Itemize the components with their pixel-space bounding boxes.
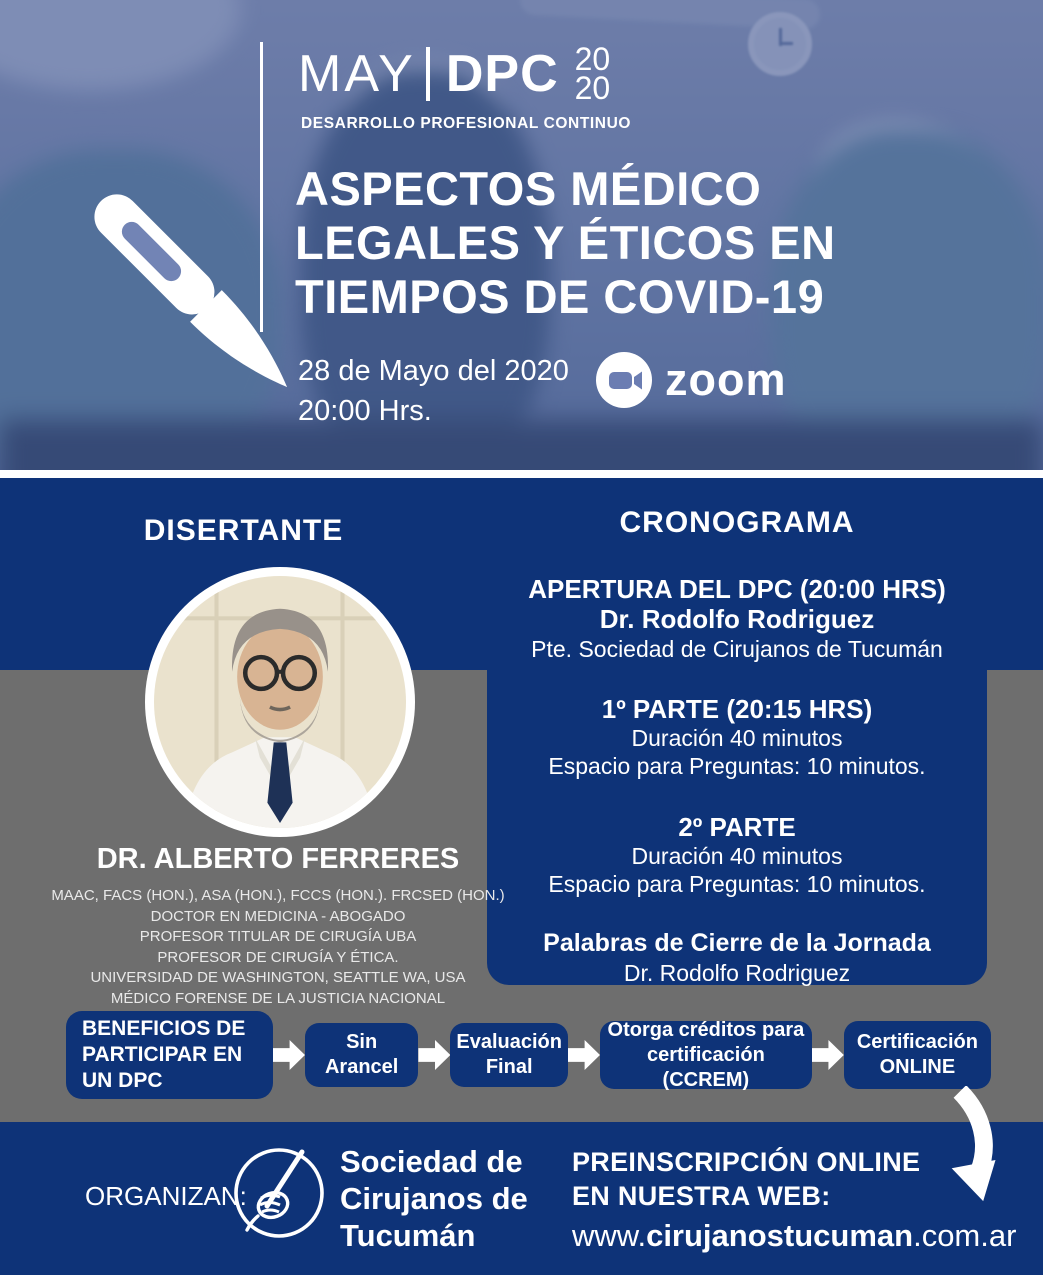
credential-line: MÉDICO FORENSE DE LA JUSTICIA NACIONAL — [110, 989, 446, 1007]
hero-section — [0, 0, 1043, 470]
title-line-2: LEGALES Y ÉTICOS EN — [295, 216, 836, 269]
schedule-item-title: Palabras de Cierre de la Jornada — [543, 929, 931, 957]
schedule-item-title: 2º PARTE — [678, 812, 796, 842]
schedule-item — [487, 812, 987, 898]
speaker-photo — [145, 567, 415, 837]
event-date: 28 de Mayo del 2020 — [298, 355, 569, 387]
cta-line-1: PREINSCRIPCIÓN ONLINE — [572, 1147, 921, 1177]
year-bottom: 20 — [574, 70, 611, 106]
dpc-logo — [298, 41, 611, 106]
schedule-section-title: CRONOGRAMA — [619, 506, 855, 539]
benefit-step: Otorga créditos para certificación (CCREM) — [600, 1021, 812, 1089]
brand-separator — [426, 47, 430, 101]
society-name — [340, 1143, 528, 1254]
schedule-item-questions: Espacio para Preguntas: 10 minutos. — [548, 871, 926, 897]
society-name-line: Sociedad de — [340, 1144, 523, 1179]
website-url[interactable] — [572, 1218, 1016, 1254]
right-arrow-icon — [568, 1040, 600, 1070]
schedule-item-title: APERTURA DEL DPC (20:00 HRS) — [528, 574, 946, 604]
schedule-panel — [487, 478, 987, 985]
right-arrow-icon — [418, 1040, 450, 1070]
speaker-section-title: DISERTANTE — [143, 514, 344, 547]
year-top: 20 — [574, 41, 611, 77]
zoom-camera-icon — [596, 352, 652, 408]
schedule-item-speaker: Dr. Rodolfo Rodriguez — [623, 960, 851, 986]
schedule-item — [487, 694, 987, 780]
zoom-logo — [596, 352, 787, 408]
organizers-label: ORGANIZAN: — [85, 1181, 247, 1211]
url-suffix: .com.ar — [913, 1218, 1017, 1253]
url-prefix: www. — [572, 1218, 647, 1253]
brand-program: DPC — [445, 45, 559, 103]
benefit-step: Evaluación Final — [450, 1023, 568, 1087]
schedule-item-title: 1º PARTE (20:15 HRS) — [601, 694, 873, 724]
credential-line: PROFESOR DE CIRUGÍA Y ÉTICA. — [157, 948, 399, 966]
event-title — [295, 162, 836, 324]
schedule-item-questions: Espacio para Preguntas: 10 minutos. — [548, 753, 926, 779]
society-name-line: Tucumán — [340, 1218, 476, 1253]
preregistration-cta — [572, 1145, 920, 1213]
right-arrow-icon — [273, 1040, 305, 1070]
credential-line: PROFESOR TITULAR DE CIRUGÍA UBA — [139, 928, 417, 945]
title-line-3: TIEMPOS DE COVID-19 — [295, 270, 825, 323]
schedule-item-role: Pte. Sociedad de Cirujanos de Tucumán — [531, 636, 943, 662]
cta-line-2: EN NUESTRA WEB: — [572, 1181, 831, 1211]
benefit-step: Sin Arancel — [305, 1023, 418, 1087]
credential-line: DOCTOR EN MEDICINA - ABOGADO — [150, 907, 406, 925]
event-datetime — [298, 351, 569, 431]
zoom-wordmark: zoom — [665, 354, 787, 405]
brand-year — [574, 41, 611, 106]
brand-tagline: DESARROLLO PROFESIONAL CONTINUO — [301, 115, 632, 132]
curved-down-arrow-icon — [916, 1086, 1012, 1223]
benefits-lead-box: BENEFICIOS DE PARTICIPAR EN UN DPC — [66, 1011, 273, 1099]
title-line-1: ASPECTOS MÉDICO — [295, 162, 762, 215]
credential-line: MAAC, FACS (HON.), ASA (HON.), FCCS (HON.). FRCSED (HON.) — [51, 887, 505, 904]
schedule-item-duration: Duración 40 minutos — [631, 725, 843, 751]
credential-line: UNIVERSIDAD DE WASHINGTON, SEATTLE WA, USA — [90, 969, 466, 986]
benefits-row — [66, 1010, 991, 1100]
event-time: 20:00 Hrs. — [298, 395, 432, 427]
right-arrow-icon — [812, 1040, 844, 1070]
society-name-line: Cirujanos de — [340, 1181, 528, 1216]
schedule-item-duration: Duración 40 minutos — [631, 843, 843, 869]
schedule-item — [487, 928, 987, 988]
brand-month: MAY — [298, 45, 416, 103]
society-logo-icon — [227, 1141, 331, 1245]
hero-content — [0, 0, 1043, 470]
speaker-name: DR. ALBERTO FERRERES — [96, 843, 460, 875]
schedule-item-speaker: Dr. Rodolfo Rodriguez — [599, 604, 875, 634]
url-domain: cirujanostucuman — [646, 1218, 914, 1253]
speaker-credentials — [0, 886, 556, 1009]
benefit-step: Certificación ONLINE — [844, 1021, 991, 1089]
schedule-item — [487, 574, 987, 664]
